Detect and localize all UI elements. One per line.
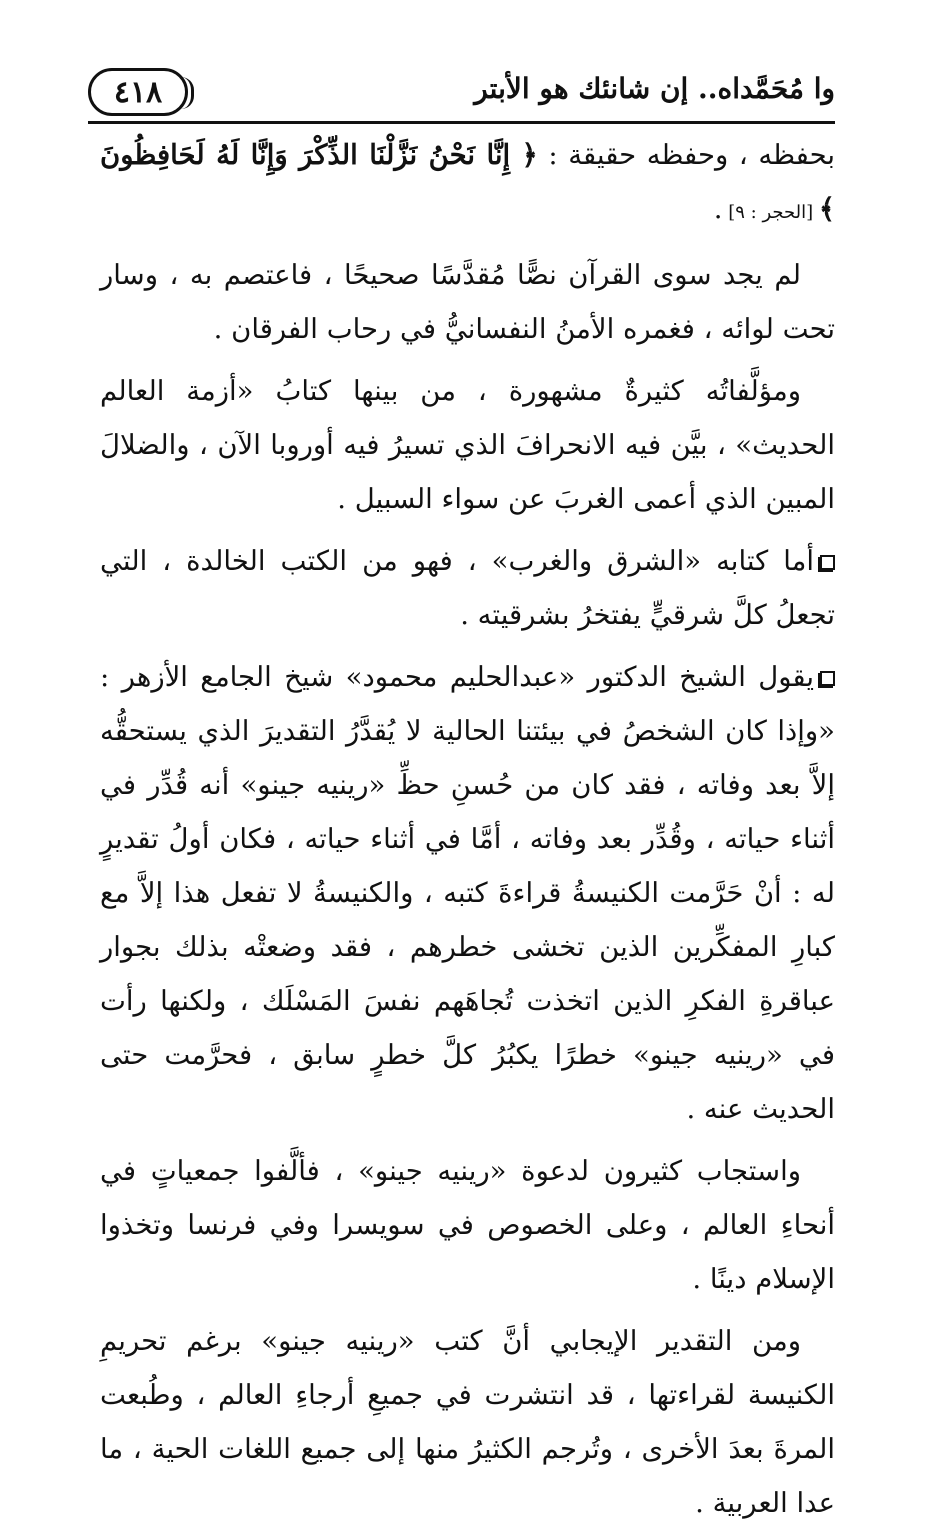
paragraph-text: بحفظه ، وحفظه حقيقة : [537,139,835,171]
paragraph-quran-verse [100,128,835,240]
square-bullet-icon [820,671,835,686]
paragraph-text: . [713,193,723,225]
paragraph-text: أما كتابه «الشرق والغرب» ، فهو من الكتب الخالدة ، التي تجعلُ كلَّ شرقيٍّ يفتخرُ بشرقيته . [100,545,835,631]
paragraph: واستجاب كثيرون لدعوة «رينيه جينو» ، فألَّفوا جمعياتٍ في أنحاءِ العالم ، وعلى الخصوص في سويسرا وفي فرنسا وتخذوا الإسلام دينًا . [100,1155,835,1295]
paragraph: لم يجد سوى القرآن نصًّا مُقدَّسًا صحيحًا ، فاعتصم به ، وسار تحت لوائه ، فغمره الأمنُ النفسانيُّ في رحاب الفرقان . [100,259,835,345]
page-number: ٤١٨ [88,68,188,116]
verse-reference: [الحجر : ٩] [722,202,819,223]
paragraph-bulleted [100,534,835,642]
paragraph-bulleted [100,650,835,1136]
paragraph-text: يقول الشيخ الدكتور «عبدالحليم محمود» شيخ الجامع الأزهر : «وإذا كان الشخصُ في بيئتنا الحالية لا يُقدَّرُ التقديرَ الذي يستحقُّه إلاَّ بعد وفاته ، فقد كان من حُسنِ حظِّ «رينيه جينو» أنه قُدِّر في أثناء حياته ، وقُدِّر بعد وفاته ، أمَّا في أثناء حياته ، فكان أولُ تقديرٍ له : أنْ حَرَّمت الكنيسةُ قراءةَ كتبه ، والكنيسةُ لا تفعل هذا إلاَّ مع كبارِ المفكِّرين الذين تخشى خطرهم ، فقد وضعتْه بذلك بجوار عباقرةِ الفكرِ الذين اتخذت تُجاهَهم نفسَ المَسْلَك ، ولكنها رأت في «رينيه جينو» خطرًا يكبُرُ كلَّ خطرٍ سابق ، فحرَّمت حتى الحديث عنه . [100,661,835,1125]
paragraph: ومن التقدير الإيجابي أنَّ كتب «رينيه جينو» برغم تحريمِ الكنيسة لقراءتها ، قد انتشرت في جميعِ أرجاءِ العالم ، وطُبعت المرةَ بعدَ الأخرى ، وتُرجم الكثيرُ منها إلى جميع اللغات الحية ، ما عدا العربية . [100,1325,835,1519]
page-header [88,58,835,122]
header-divider [88,121,835,124]
square-bullet-icon [820,555,835,570]
running-title: وا مُحَمَّداه.. إن شانئك هو الأبتر [474,72,835,105]
paragraph: ومؤلَّفاتُه كثيرةٌ مشهورة ، من بينها كتابُ «أزمة العالم الحديث» ، بيَّن فيه الانحرافَ الذي تسيرُ فيه أوروبا الآن ، والضلالَ المبين الذي أعمى الغربَ عن سواء السبيل . [100,375,835,515]
body-text [100,128,835,1538]
quran-verse: ﴿ إِنَّا نَحْنُ نَزَّلْنَا الذِّكْرَ وَإِنَّا لَهُ لَحَافِظُونَ ﴾ [100,139,835,225]
